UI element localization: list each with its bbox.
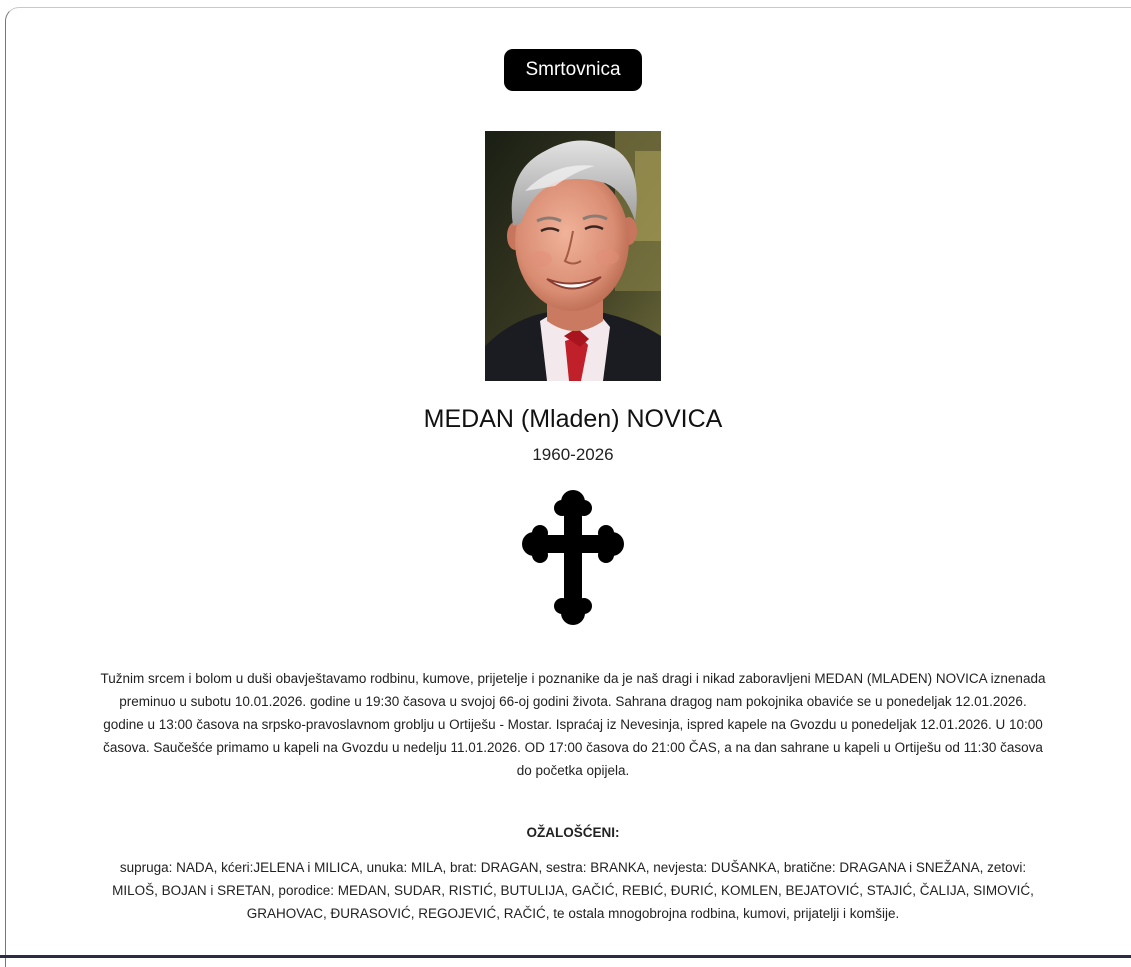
portrait-photo <box>485 131 661 381</box>
portrait-image <box>485 131 661 381</box>
obituary-badge <box>504 49 642 91</box>
deceased-name: MEDAN (Mladen) NOVICA <box>0 405 1131 434</box>
orthodox-cross-icon <box>521 490 625 626</box>
life-years: 1960-2026 <box>0 445 1131 465</box>
obituary-badge-label: Smrtovnica <box>525 59 620 81</box>
obituary-announcement: Tužnim srcem i bolom u duši obavještavamo rodbinu, kumove, prijetelje i poznanike da je naš dragi i nikad zaboravljeni MEDAN (MLADEN) NOVICA iznenada preminuo u subotu 10.01.2026. godine u 19:30 časova u svojoj 66-oj godini života. Sahrana dragog nam pokojnika obaviće se u ponedeljak 12.01.2026. godine u 13:00 časova na srpsko-pravoslavnom groblju u Ortiješu - Mostar. Ispraćaj iz Nevesinja, ispred kapele na Gvozdu u ponedeljak 12.01.2026. U 10:00 časova. Saučešće primamo u kapeli na Gvozdu u nedelju 11.01.2026. OD 17:00 časova do 21:00 ČAS, a na dan sahrane u kapeli u Ortiješu od 11:30 časova do početka opijela. <box>100 667 1046 782</box>
mourners-list: supruga: NADA, kćeri:JELENA i MILICA, unuka: MILA, brat: DRAGAN, sestra: BRANKA, nevjesta: DUŠANKA, bratične: DRAGANA i SNEŽANA, zetovi: MILOŠ, BOJAN i SRETAN, porodice: MEDAN, SUDAR, RISTIĆ, BUTULIJA, GAČIĆ, REBIĆ, ĐURIĆ, KOMLEN, BEJATOVIĆ, STAJIĆ, ČALIJA, SIMOVIĆ, GRAHOVAC, ĐURASOVIĆ, REGOJEVIĆ, RAČIĆ, te ostala mnogobrojna rodbina, kumovi, prijatelji i komšije. <box>100 856 1046 925</box>
mourners-title: OŽALOŠĆENI: <box>0 825 1131 840</box>
